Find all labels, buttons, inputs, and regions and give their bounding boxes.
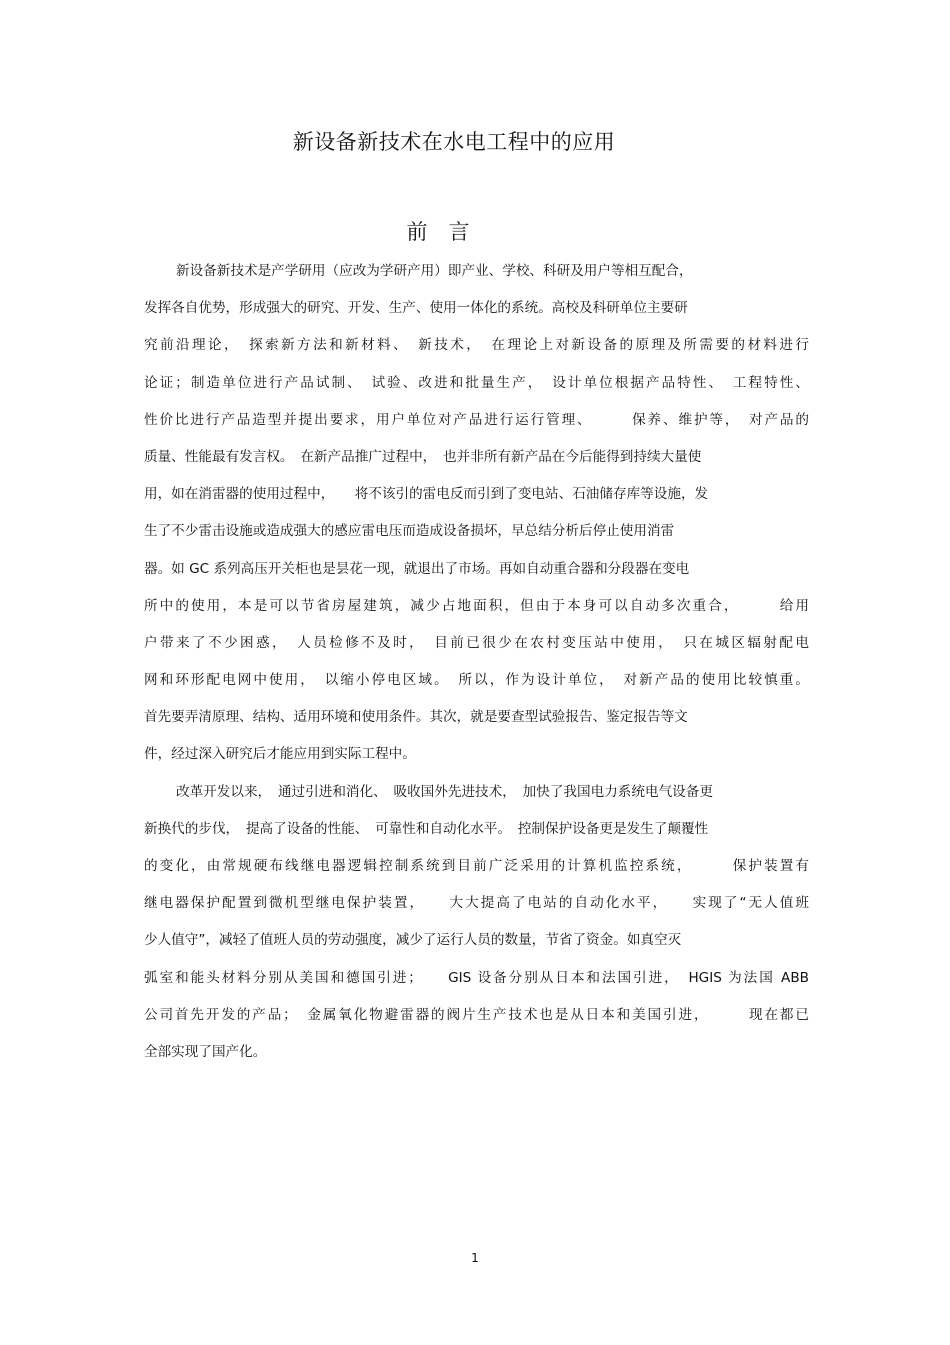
body-text xyxy=(144,261,809,1079)
section-heading-preface: 前 言 xyxy=(406,220,470,244)
page-number: 1 xyxy=(471,1251,479,1265)
text-line: 网和环形配电网中使用， 以缩小停电区域。 所以，作为设计单位， 对新产品的使用比较慎重。 xyxy=(144,672,809,689)
text-line: 的变化，由常规硬布线继电器逻辑控制系统到目前广泛采用的计算机监控系统， 保护装置有 xyxy=(144,858,809,874)
text-line: 户带来了不少困惑， 人员检修不及时， 目前已很少在农村变压站中使用， 只在城区辐射配电 xyxy=(144,634,809,651)
text-line: 论证；制造单位进行产品试制、 试验、改进和批量生产， 设计单位根据产品特性、 工程特性、 xyxy=(144,374,809,391)
text-line: 继电器保护配置到微机型继电保护装置， 大大提高了电站的自动化水平， 实现了“无人值班 xyxy=(144,895,809,912)
text-line: 改革开发以来， 通过引进和消化、 吸收国外先进技术， 加快了我国电力系统电气设备更 xyxy=(176,783,713,800)
text-line: 生了不少雷击设施或造成强大的感应雷电压而造成设备损坏，早总结分析后停止使用消雷 xyxy=(144,523,675,540)
text-line: 发挥各自优势，形成强大的研究、开发、生产、使用一体化的系统。高校及科研单位主要研 xyxy=(144,300,688,317)
text-line: 弧室和能头材料分别从美国和德国引进； GIS 设备分别从日本和法国引进， HGIS 为法国 ABB xyxy=(144,969,809,986)
text-line: 新设备新技术是产学研用（应改为学研产用）即产业、学校、科研及用户等相互配合， xyxy=(176,263,693,279)
text-line: 究前沿理论， 探索新方法和新材料、 新技术， 在理论上对新设备的原理及所需要的材料进行 xyxy=(144,337,809,354)
text-line: 质量、性能最有发言权。 在新产品推广过程中， 也并非所有新产品在今后能得到持续大量使 xyxy=(144,448,702,465)
text-line: 公司首先开发的产品； 金属氧化物避雷器的阀片生产技术也是从日本和美国引进， 现在都已 xyxy=(144,1006,809,1023)
text-line: 首先要弄清原理、结构、适用环境和使用条件。其次，就是要查型试验报告、鉴定报告等文 xyxy=(144,709,688,726)
text-line: 所中的使用，本是可以节省房屋建筑，减少占地面积，但由于本身可以自动多次重合， 给用 xyxy=(144,597,809,614)
text-line: 件，经过深入研究后才能应用到实际工程中。 xyxy=(144,746,416,763)
document-title: 新设备新技术在水电工程中的应用 xyxy=(292,130,616,154)
text-line: 用，如在消雷器的使用过程中， 将不该引的雷电反而引到了变电站、石油储存库等设施，发 xyxy=(144,486,709,503)
text-line: 全部实现了国产化。 xyxy=(144,1043,267,1060)
text-line: 器。如 GC 系列高压开关柜也是昙花一现，就退出了市场。再如自动重合器和分段器在变电 xyxy=(144,560,690,577)
text-line: 少人值守”，减轻了值班人员的劳动强度，减少了运行人员的数量，节省了资金。如真空灭 xyxy=(144,932,682,949)
text-line: 性价比进行产品造型并提出要求，用户单位对产品进行运行管理、 保养、维护等， 对产品的 xyxy=(144,411,809,428)
text-line: 新换代的步伐， 提高了设备的性能、 可靠性和自动化水平。 控制保护设备更是发生了颠覆性 xyxy=(144,820,709,837)
